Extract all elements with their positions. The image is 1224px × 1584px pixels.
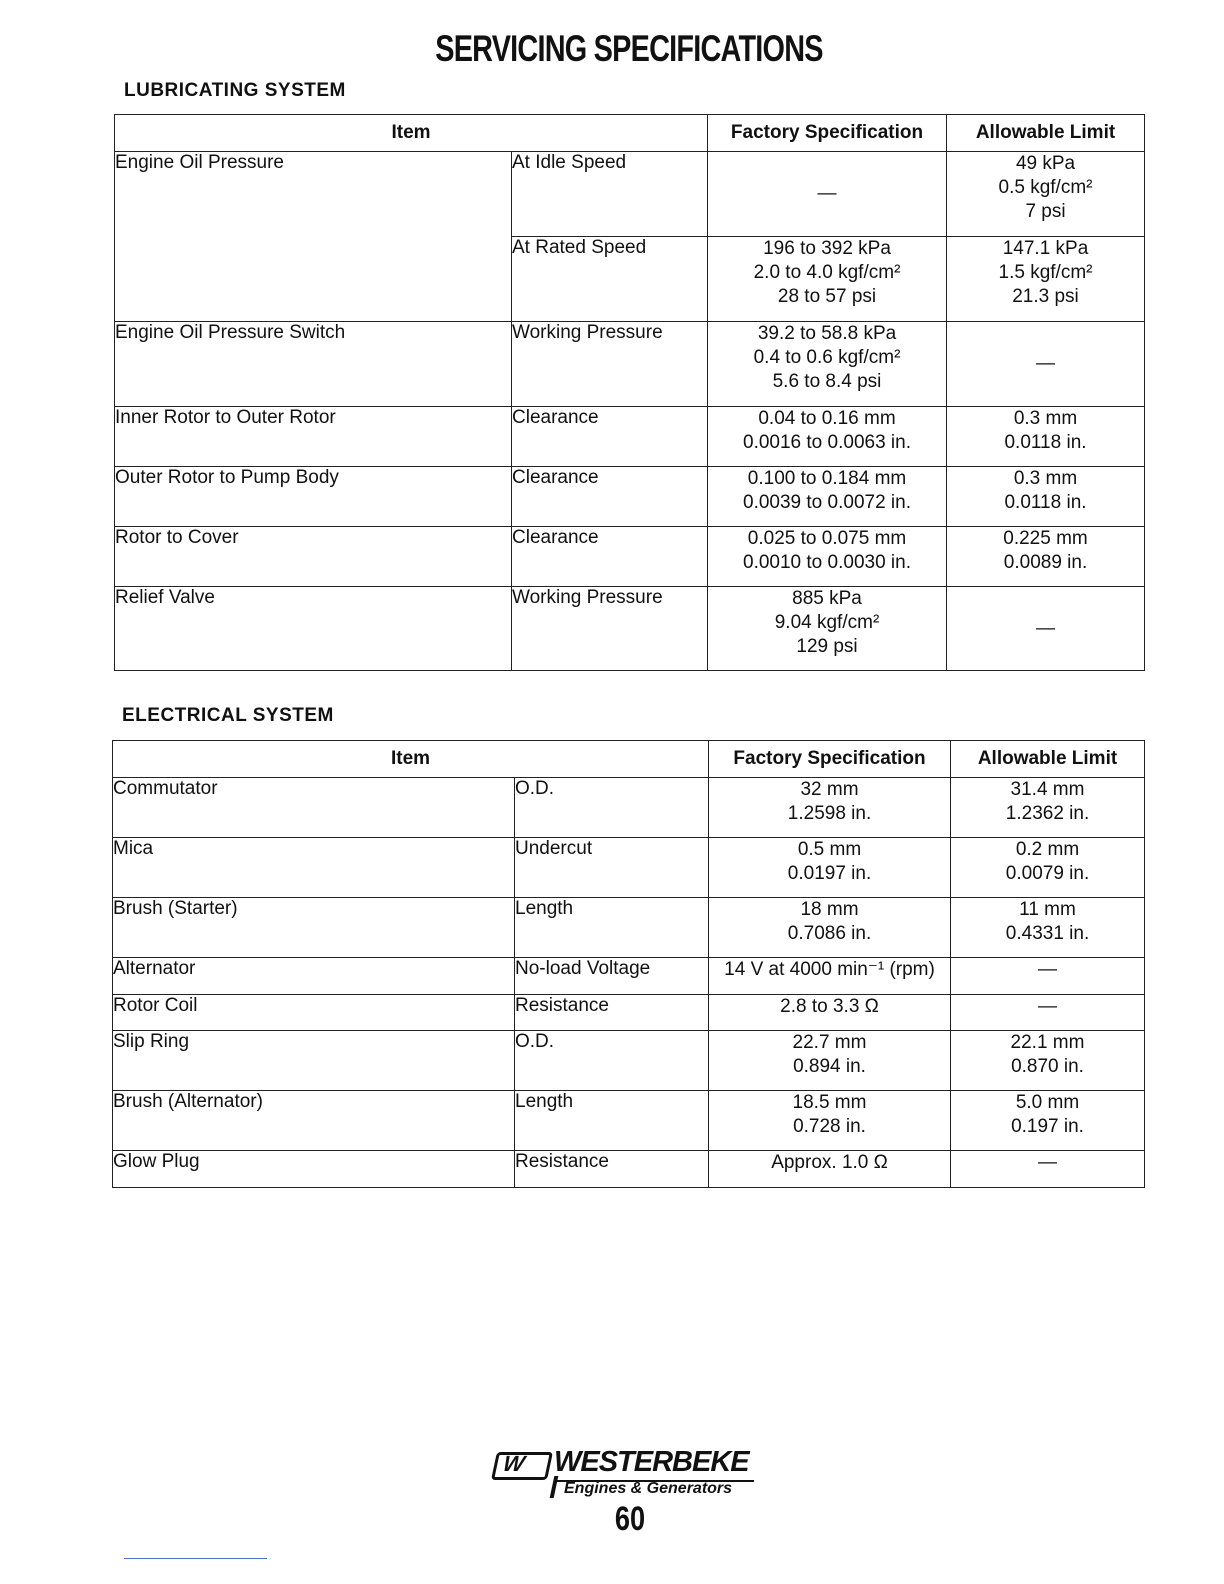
table-row: [113, 1091, 1145, 1151]
row-allowable-limit: [947, 527, 1145, 587]
table-header-row: [113, 741, 1145, 778]
row-item: Slip Ring: [113, 1031, 515, 1091]
value-line: 0.870 in.: [1011, 1056, 1084, 1077]
row-allowable-limit: [951, 1151, 1145, 1188]
header-factory-specification: Factory Specification: [709, 741, 951, 778]
table-row: [115, 587, 1145, 671]
value-line: Approx. 1.0 Ω: [771, 1152, 888, 1173]
row-condition: O.D.: [515, 1031, 709, 1091]
value-line: 1.2598 in.: [787, 803, 872, 824]
row-allowable-limit: [951, 1091, 1145, 1151]
value-line: 0.0197 in.: [787, 863, 872, 884]
value-line: 0.894 in.: [793, 1056, 866, 1077]
brand-tagline: Engines & Generators: [564, 1480, 733, 1497]
value-line: 0.5 kgf/cm²: [998, 177, 1093, 198]
row-condition: No-load Voltage: [515, 958, 709, 995]
electrical-section-title: ELECTRICAL SYSTEM: [122, 705, 334, 726]
value-line: 9.04 kgf/cm²: [774, 612, 880, 633]
value-line: 0.197 in.: [1011, 1116, 1084, 1137]
value-line: 31.4 mm: [1010, 779, 1085, 800]
row-factory-spec: [709, 995, 951, 1031]
value-line: —: [817, 183, 837, 204]
table-row: [113, 778, 1145, 838]
value-line: 0.0118 in.: [1004, 432, 1087, 453]
electrical-spec-table: [112, 740, 1145, 1188]
header-allowable-limit: Allowable Limit: [951, 741, 1145, 778]
table-row: [115, 527, 1145, 587]
row-factory-spec: [708, 527, 947, 587]
row-factory-spec: [709, 1031, 951, 1091]
westerbeke-w-logo-icon: W: [491, 1452, 553, 1480]
value-line: 11 mm: [1019, 899, 1076, 920]
value-line: 0.0039 to 0.0072 in.: [743, 492, 911, 513]
westerbeke-logo: [494, 1446, 764, 1502]
value-line: —: [1036, 617, 1056, 639]
value-line: 49 kPa: [1015, 153, 1076, 174]
value-line: 0.5 mm: [797, 839, 862, 860]
row-factory-spec: [709, 958, 951, 995]
row-allowable-limit: [947, 587, 1145, 671]
table-header-row: [115, 115, 1145, 152]
value-line: 0.4 to 0.6 kgf/cm²: [753, 347, 901, 368]
row-condition: Resistance: [515, 1151, 709, 1188]
value-line: 0.0079 in.: [1005, 863, 1090, 884]
row-allowable-limit: [951, 995, 1145, 1031]
value-line: 0.025 to 0.075 mm: [747, 528, 907, 549]
page-number: 60: [614, 1500, 646, 1538]
value-line: 22.7 mm: [792, 1032, 867, 1053]
row-condition: Clearance: [512, 467, 708, 527]
value-line: 0.0010 to 0.0030 in.: [743, 552, 911, 573]
value-line: 32 mm: [800, 779, 859, 800]
row-allowable-limit: [947, 237, 1145, 322]
row-factory-spec: [708, 237, 947, 322]
row-condition: Working Pressure: [512, 322, 708, 407]
value-line: 21.3 psi: [1012, 286, 1079, 307]
table-row: [113, 1151, 1145, 1188]
row-condition: At Idle Speed: [512, 152, 708, 237]
row-condition: Length: [515, 1091, 709, 1151]
value-line: 0.0016 to 0.0063 in.: [743, 432, 911, 453]
row-condition: O.D.: [515, 778, 709, 838]
row-allowable-limit: [951, 1031, 1145, 1091]
row-allowable-limit: [951, 898, 1145, 958]
table-row: [113, 898, 1145, 958]
value-line: —: [1038, 1152, 1058, 1173]
row-allowable-limit: [951, 778, 1145, 838]
row-item: Mica: [113, 838, 515, 898]
footnote-rule: [124, 1558, 267, 1559]
value-line: 0.100 to 0.184 mm: [747, 468, 907, 489]
row-allowable-limit: [947, 467, 1145, 527]
value-line: —: [1038, 996, 1058, 1017]
row-allowable-limit: [951, 838, 1145, 898]
row-allowable-limit: [947, 407, 1145, 467]
header-allowable-limit: Allowable Limit: [947, 115, 1145, 152]
lubricating-spec-table: [114, 114, 1145, 671]
page-title: SERVICING SPECIFICATIONS: [435, 28, 823, 69]
row-item: Rotor Coil: [113, 995, 515, 1031]
table-row: [113, 995, 1145, 1031]
row-allowable-limit: [947, 322, 1145, 407]
row-item: Engine Oil Pressure Switch: [115, 322, 512, 407]
row-factory-spec: [708, 587, 947, 671]
row-condition: Working Pressure: [512, 587, 708, 671]
row-item: Relief Valve: [115, 587, 512, 671]
header-factory-specification: Factory Specification: [708, 115, 947, 152]
value-line: 0.04 to 0.16 mm: [758, 408, 896, 429]
table-row: [115, 152, 1145, 237]
header-item: Item: [115, 115, 708, 152]
row-factory-spec: [709, 838, 951, 898]
value-line: 0.7086 in.: [787, 923, 872, 944]
row-item: Engine Oil Pressure: [115, 152, 512, 322]
row-allowable-limit: [951, 958, 1145, 995]
row-factory-spec: [709, 1151, 951, 1188]
value-line: 5.0 mm: [1015, 1092, 1080, 1113]
row-item: Rotor to Cover: [115, 527, 512, 587]
row-item: Inner Rotor to Outer Rotor: [115, 407, 512, 467]
row-condition: Length: [515, 898, 709, 958]
value-line: 0.4331 in.: [1005, 923, 1090, 944]
row-factory-spec: [709, 898, 951, 958]
value-line: 885 kPa: [792, 588, 862, 609]
brand-name: WESTERBEKE: [554, 1446, 749, 1478]
value-line: 28 to 57 psi: [777, 286, 877, 307]
row-factory-spec: [709, 778, 951, 838]
value-line: 2.0 to 4.0 kgf/cm²: [753, 262, 901, 283]
value-line: 14 V at 4000 min⁻¹ (rpm): [724, 959, 935, 980]
value-line: 0.3 mm: [1013, 468, 1078, 489]
value-line: 7 psi: [1025, 201, 1066, 222]
value-line: 196 to 392 kPa: [763, 238, 891, 259]
value-line: 129 psi: [796, 636, 858, 657]
table-row: [113, 838, 1145, 898]
header-item: Item: [113, 741, 709, 778]
value-line: 0.0089 in.: [1003, 552, 1088, 573]
row-factory-spec: [708, 467, 947, 527]
value-line: —: [1036, 353, 1056, 374]
table-row: [113, 1031, 1145, 1091]
row-allowable-limit: [947, 152, 1145, 237]
row-condition: Clearance: [512, 407, 708, 467]
row-factory-spec: [708, 407, 947, 467]
value-line: —: [1038, 959, 1058, 980]
value-line: 2.8 to 3.3 Ω: [780, 996, 879, 1017]
row-condition: Resistance: [515, 995, 709, 1031]
value-line: 1.5 kgf/cm²: [998, 262, 1093, 283]
row-item: Commutator: [113, 778, 515, 838]
row-factory-spec: [708, 152, 947, 237]
value-line: 0.3 mm: [1013, 408, 1078, 429]
lubricating-section-title: LUBRICATING SYSTEM: [124, 80, 346, 101]
value-line: 39.2 to 58.8 kPa: [757, 323, 897, 344]
value-line: 0.225 mm: [1003, 528, 1088, 549]
row-condition: Undercut: [515, 838, 709, 898]
row-factory-spec: [709, 1091, 951, 1151]
table-row: [115, 322, 1145, 407]
row-item: Brush (Alternator): [113, 1091, 515, 1151]
value-line: 0.728 in.: [793, 1116, 866, 1137]
table-row: [115, 407, 1145, 467]
row-factory-spec: [708, 322, 947, 407]
row-item: Glow Plug: [113, 1151, 515, 1188]
value-line: 18.5 mm: [792, 1092, 867, 1113]
value-line: 0.0118 in.: [1004, 492, 1087, 513]
row-item: Brush (Starter): [113, 898, 515, 958]
value-line: 18 mm: [800, 899, 859, 920]
value-line: 22.1 mm: [1010, 1032, 1085, 1053]
row-item: Alternator: [113, 958, 515, 995]
value-line: 0.2 mm: [1015, 839, 1080, 860]
value-line: 147.1 kPa: [1002, 238, 1089, 259]
row-condition: At Rated Speed: [512, 237, 708, 322]
value-line: 1.2362 in.: [1005, 803, 1090, 824]
value-line: 5.6 to 8.4 psi: [772, 371, 882, 392]
table-row: [115, 467, 1145, 527]
row-item: Outer Rotor to Pump Body: [115, 467, 512, 527]
row-condition: Clearance: [512, 527, 708, 587]
table-row: [113, 958, 1145, 995]
